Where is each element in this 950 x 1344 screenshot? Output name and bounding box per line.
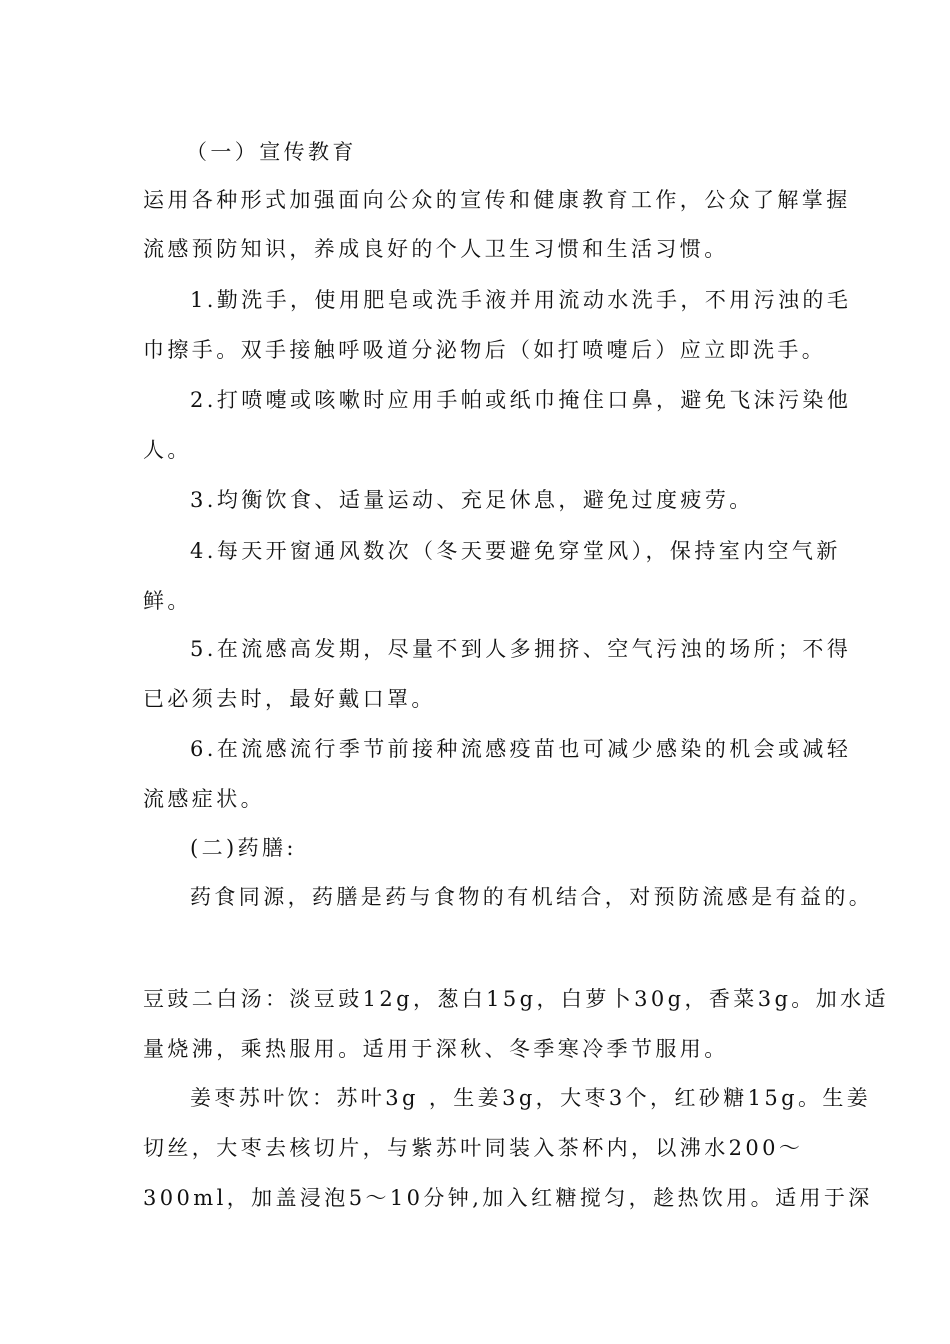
list-item-1-line: 巾擦手。双手接触呼吸道分泌物后（如打喷嚏后）应立即洗手。 [143, 338, 827, 362]
recipe-line: 姜枣苏叶饮：苏叶3g ，生姜3g，大枣3个，红砂糖15g。生姜 [190, 1086, 872, 1110]
list-item-5-line: 5.在流感高发期，尽量不到人多拥挤、空气污浊的场所；不得 [190, 637, 852, 661]
list-item-2-line: 2.打喷嚏或咳嗽时应用手帕或纸巾掩住口鼻，避免飞沫污染他 [190, 388, 852, 412]
list-item-4-line: 鲜。 [143, 589, 192, 613]
recipe-line: 量烧沸，乘热服用。适用于深秋、冬季寒冷季节服用。 [143, 1037, 729, 1061]
paragraph-line: 流感预防知识，养成良好的个人卫生习惯和生活习惯。 [143, 237, 729, 261]
list-item-4-line: 4.每天开窗通风数次（冬天要避免穿堂风），保持室内空气新 [190, 539, 841, 563]
paragraph-line: 药食同源，药膳是药与食物的有机结合，对预防流感是有益的。 [190, 885, 874, 909]
paragraph-line: 运用各种形式加强面向公众的宣传和健康教育工作，公众了解掌握 [143, 188, 851, 212]
list-item-5-line: 已必须去时，最好戴口罩。 [143, 687, 436, 711]
list-item-6-line: 流感症状。 [143, 787, 265, 811]
recipe-line: 切丝，大枣去核切片，与紫苏叶同装入茶杯内，以沸水200～ [143, 1136, 804, 1160]
recipe-line: 300ml，加盖浸泡5～10分钟,加入红糖搅匀，趁热饮用。适用于深 [143, 1186, 873, 1210]
list-item-1-line: 1.勤洗手，使用肥皂或洗手液并用流动水洗手，不用污浊的毛 [190, 288, 852, 312]
section-heading-publicity-education: （一）宣传教育 [186, 140, 357, 164]
recipe-line: 豆豉二白汤：淡豆豉12g，葱白15g，白萝卜30g，香菜3g。加水适 [143, 987, 889, 1011]
list-item-3-line: 3.均衡饮食、适量运动、充足休息，避免过度疲劳。 [190, 488, 754, 512]
list-item-2-line: 人。 [143, 438, 192, 462]
list-item-6-line: 6.在流感流行季节前接种流感疫苗也可减少感染的机会或减轻 [190, 737, 852, 761]
section-heading-medicated-diet: (二)药膳: [190, 836, 297, 860]
